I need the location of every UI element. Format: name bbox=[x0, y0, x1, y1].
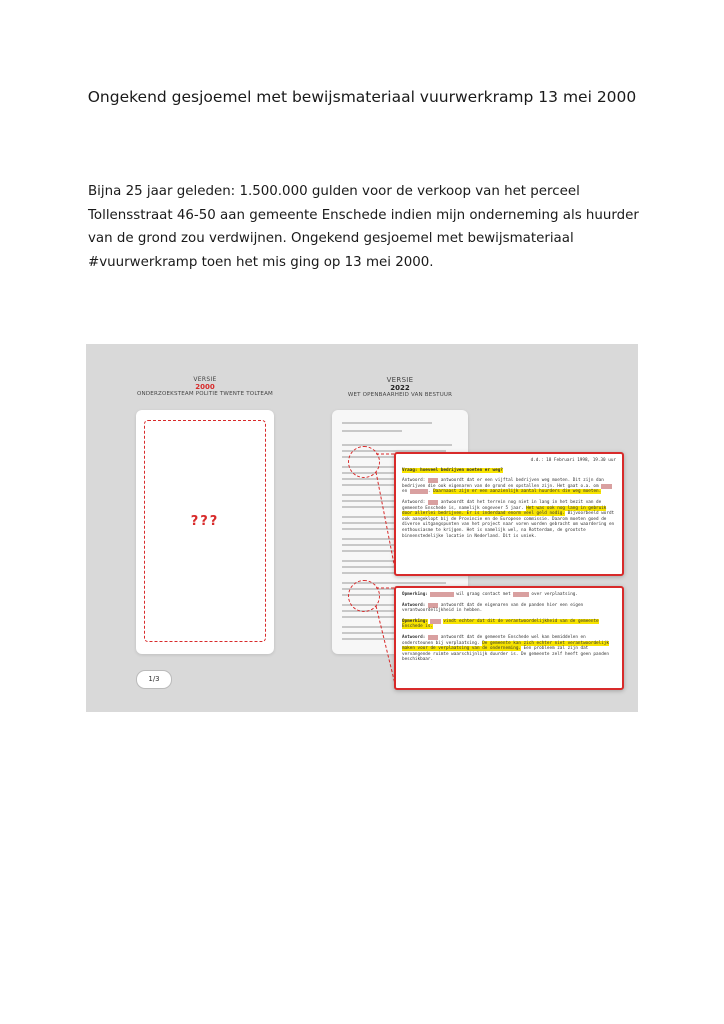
zoomed-excerpt-1 bbox=[394, 452, 624, 576]
right-caption bbox=[332, 376, 468, 398]
callout-circle-bottom bbox=[348, 580, 380, 612]
left-document-card bbox=[136, 410, 274, 654]
zoomed-excerpt-2 bbox=[394, 586, 624, 690]
right-caption-versie: VERSIE bbox=[386, 376, 414, 384]
excerpt-answer-4: Antwoord: xxxx antwoordt dat de gemeente Enschede wel kan bemiddelen en ondersteunen bij verplaatsing. De gemeente kan zich echter niet verantwoordelijk maken voor de verplaatsing van de onderneming. Een probleem zal zijn dat vervangende ruimte waarschijnlijk duurder is. De gemeente zelf heeft geen panden beschikbaar. bbox=[402, 634, 609, 663]
excerpt-remark-1: Opmerking: xxxxxxxxx wil graag contact met xxxxxx over verplaatsing. bbox=[402, 592, 578, 597]
callout-circle-top bbox=[348, 446, 380, 478]
excerpt-answer-1: Antwoord: xxxx antwoordt dat er een vijftal bedrijven weg moeten. Dit zijn dan bedrijven die ook eigenaren van de grond en opstallen zijn. Het gaat o.a. om xxxx en xxxxxxx. Daarnaast zijn er een aanzienlijk aantal huurders die weg moeten. bbox=[402, 478, 612, 495]
left-caption-year: 2000 bbox=[195, 383, 215, 391]
left-caption bbox=[136, 376, 274, 397]
left-caption-source: ONDERZOEKSTEAM POLITIE TWENTE TOLTEAM bbox=[137, 391, 273, 397]
right-caption-year: 2022 bbox=[390, 384, 410, 392]
left-caption-versie: VERSIE bbox=[193, 376, 217, 383]
page-title: Ongekend gesjoemel met bewijsmateriaal vuurwerkramp 13 mei 2000 bbox=[87, 88, 637, 106]
missing-document-placeholder: ??? bbox=[190, 514, 220, 529]
excerpt-question: Vraag: hoeveel bedrijven moeten er weg? bbox=[402, 467, 503, 473]
excerpt-date: d.d.: 18 Februari 1998, 19.30 uur bbox=[530, 458, 616, 463]
evidence-figure bbox=[86, 344, 638, 712]
excerpt-answer-3: Antwoord: xxxx antwoordt dat de eigenaren van de panden hier een eigen verantwoordelijkheid in hebben. bbox=[402, 602, 584, 614]
page-indicator[interactable]: 1/3 bbox=[136, 670, 172, 689]
right-caption-source: WET OPENBAARHEID VAN BESTUUR bbox=[347, 392, 453, 398]
excerpt-answer-2: Antwoord: xxxx antwoordt dat het terrein nog niet in lang in het bezit van de gemeente Enschede is, namelijk ongeveer 5 jaar. Het was ook nog lang in gebruik door allerlei bedrijven. Er is inderdaad enorm veel geld nodig. Bijvoorbeeld wordt ook aangeklopt bij de Provincie en de Europese commissie. Daarom moeten goed de diverse uitgangspunten van het project naar voren worden gebracht om waardering en enthousiasme te krijgen. Het is namelijk wel, na Rotterdam, de grootste binnenstedelijke locatie in Nederland. Dit is uniek. bbox=[402, 499, 615, 539]
missing-document-frame bbox=[144, 420, 266, 642]
body-paragraph: Bijna 25 jaar geleden: 1.500.000 gulden voor de verkoop van het perceel Tollensstraat 46-50 aan gemeente Enschede indien mijn onderneming als huurder van de grond zou verdwijnen. Ongekend gesjoemel met bewijsmateriaal #vuurwerkramp toen het mis ging op 13 mei 2000. bbox=[88, 184, 639, 270]
excerpt-remark-2: Opmerking: xxxx vindt echter dat dit de verantwoordelijkheid van de gemeente Enschede is. bbox=[402, 618, 599, 630]
